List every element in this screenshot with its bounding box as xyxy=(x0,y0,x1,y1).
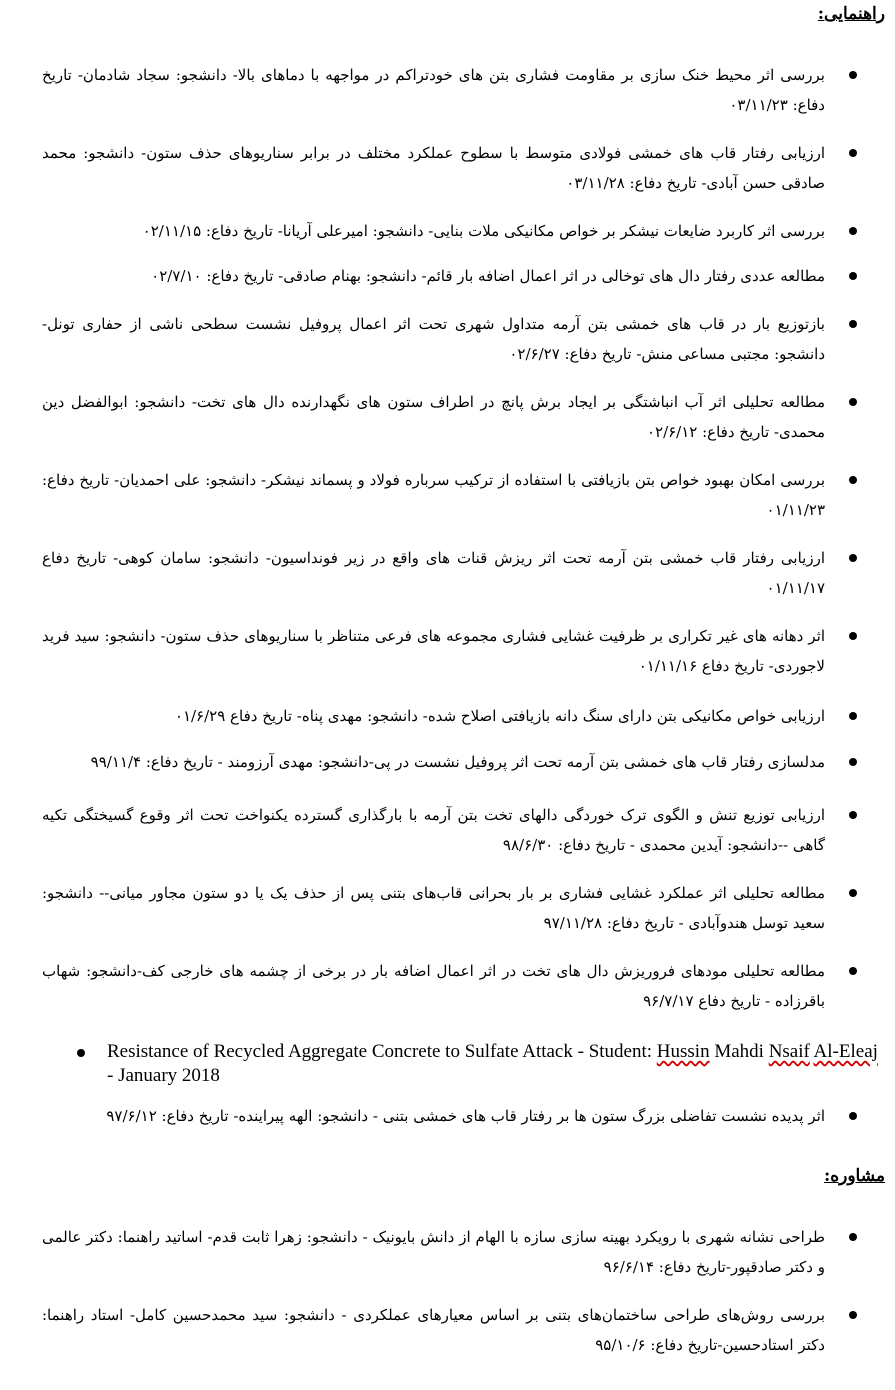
bullet-icon xyxy=(849,967,857,975)
list-item: ارزیابی توزیع تنش و الگوی ترک خوردگی دالهای تخت بتن آرمه با بارگذاری گسترده یکنواخت تحت اثر وقوع گسیختگی تکیه گاهی --دانشجو: آیدین محمدی - تاریخ دفاع: ۹۸/۶/۳۰ xyxy=(42,800,825,860)
bullet-icon xyxy=(849,149,857,157)
bullet-icon xyxy=(849,71,857,79)
bullet-icon xyxy=(849,320,857,328)
list-item-english: Resistance of Recycled Aggregate Concrete to Sulfate Attack - Student: Hussin Mahdi Nsaif Al-Eleaj - January 2018 xyxy=(107,1040,880,1088)
list-item: مطالعه تحلیلی اثر عملکرد غشایی فشاری بر بار بحرانی قاب‌های بتنی پس از حذف یک یا دو ستون مجاور میانی-- دانشجو: سعید توسل هندوآبادی - تاریخ دفاع: ۹۷/۱۱/۲۸ xyxy=(42,878,825,938)
bullet-icon xyxy=(849,554,857,562)
bullet-icon xyxy=(849,758,857,766)
bullet-icon xyxy=(849,476,857,484)
list-item: مطالعه تحلیلی اثر آب انباشتگی بر ایجاد برش پانچ در اطراف ستون های نگهدارنده دال های تخت- دانشجو: ابوالفضل دین محمدی- تاریخ دفاع: ۰۲/۶/۱۲ xyxy=(42,387,825,447)
list-item: بررسی امکان بهبود خواص بتن بازیافتی با استفاده از ترکیب سرباره فولاد و پسماند نیشکر- دانشجو: علی احمدیان- تاریخ دفاع: ۰۱/۱۱/۲۳ xyxy=(42,465,825,525)
list-item: بررسی اثر محیط خنک سازی بر مقاومت فشاری بتن های خودتراکم در مواجهه با دماهای بالا- دانشجو: سجاد شادمان- تاریخ دفاع: ۰۳/۱۱/۲۳ xyxy=(42,60,825,120)
spellcheck-word: Nsaif xyxy=(768,1041,810,1062)
consulting-heading: مشاوره: xyxy=(823,1166,885,1186)
bullet-icon xyxy=(849,889,857,897)
bullet-icon xyxy=(849,1311,857,1319)
list-item: ارزیابی رفتار قاب های خمشی فولادی متوسط با سطوح عملکرد مختلف در برابر سناریوهای حذف ستون- دانشجو: محمد صادقی حسن آبادی- تاریخ دفاع: ۰۳/۱۱/۲۸ xyxy=(42,138,825,198)
bullet-icon xyxy=(849,712,857,720)
bullet-icon xyxy=(849,272,857,280)
bullet-icon xyxy=(849,398,857,406)
list-item: طراحی نشانه شهری با رویکرد بهینه سازی سازه با الهام از دانش بایونیک - دانشجو: زهرا ثابت قدم- اساتید راهنما: دکتر عالمی و دکتر صادقپور-تاریخ دفاع: ۹۶/۶/۱۴ xyxy=(42,1222,825,1282)
bullet-icon xyxy=(849,227,857,235)
list-item: مطالعه تحلیلی مودهای فروریزش دال های تخت در اثر اعمال اضافه بار در برخی از چشمه های خارجی کف-دانشجو: شهاب باقرزاده - تاریخ دفاع ۹۶/۷/۱۷ xyxy=(42,956,825,1016)
bullet-icon xyxy=(849,1233,857,1241)
list-item: مطالعه عددی رفتار دال های توخالی در اثر اعمال اضافه بار قائم- دانشجو: بهنام صادقی- تاریخ دفاع: ۰۲/۷/۱۰ xyxy=(42,261,825,291)
list-item: بازتوزیع بار در قاب های خمشی بتن آرمه متداول شهری تحت اثر اعمال پروفیل نشست سطحی ناشی از حفاری تونل- دانشجو: مجتبی مساعی منش- تاریخ دفاع: ۰۲/۶/۲۷ xyxy=(42,309,825,369)
bullet-icon xyxy=(77,1049,85,1057)
list-item: بررسی روش‌های طراحی ساختمان‌های بتنی بر اساس معیارهای عملکردی - دانشجو: سید محمدحسین کامل- استاد راهنما: دکتر استادحسین-تاریخ دفاع: ۹۵/۱۰/۶ xyxy=(42,1300,825,1360)
spellcheck-word: Hussin xyxy=(656,1041,710,1062)
list-item: اثر دهانه های غیر تکراری بر ظرفیت غشایی فشاری مجموعه های فرعی متناظر با سناریوهای حذف ستون- دانشجو: سید فرید لاجوردی- تاریخ دفاع ۰۱/۱۱/۱۶ xyxy=(42,621,825,681)
bullet-icon xyxy=(849,632,857,640)
list-item: مدلسازی رفتار قاب های خمشی بتن آرمه تحت اثر پروفیل نشست در پی-دانشجو: مهدی آرزومند - تاریخ دفاع: ۹۹/۱۱/۴ xyxy=(42,747,825,777)
bullet-icon xyxy=(849,1112,857,1120)
list-item: اثر پدیده نشست تفاضلی بزرگ ستون ها بر رفتار قاب های خمشی بتنی - دانشجو: الهه پیراینده- تاریخ دفاع: ۹۷/۶/۱۲ xyxy=(42,1101,825,1131)
list-item: بررسی اثر کاربرد ضایعات نیشکر بر خواص مکانیکی ملات بنایی- دانشجو: امیرعلی آریانا- تاریخ دفاع: ۰۲/۱۱/۱۵ xyxy=(42,216,825,246)
bullet-icon xyxy=(849,811,857,819)
list-item: ارزیابی رفتار قاب خمشی بتن آرمه تحت اثر ریزش قنات های واقع در زیر فونداسیون- دانشجو: سامان کوهی- تاریخ دفاع ۰۱/۱۱/۱۷ xyxy=(42,543,825,603)
list-item: ارزیابی خواص مکانیکی بتن دارای سنگ دانه بازیافتی اصلاح شده- دانشجو: مهدی پناه- تاریخ دفاع ۰۱/۶/۲۹ xyxy=(42,701,825,731)
supervision-heading: راهنمایی: xyxy=(817,4,885,24)
spellcheck-word: Al-Eleaj xyxy=(813,1041,878,1062)
